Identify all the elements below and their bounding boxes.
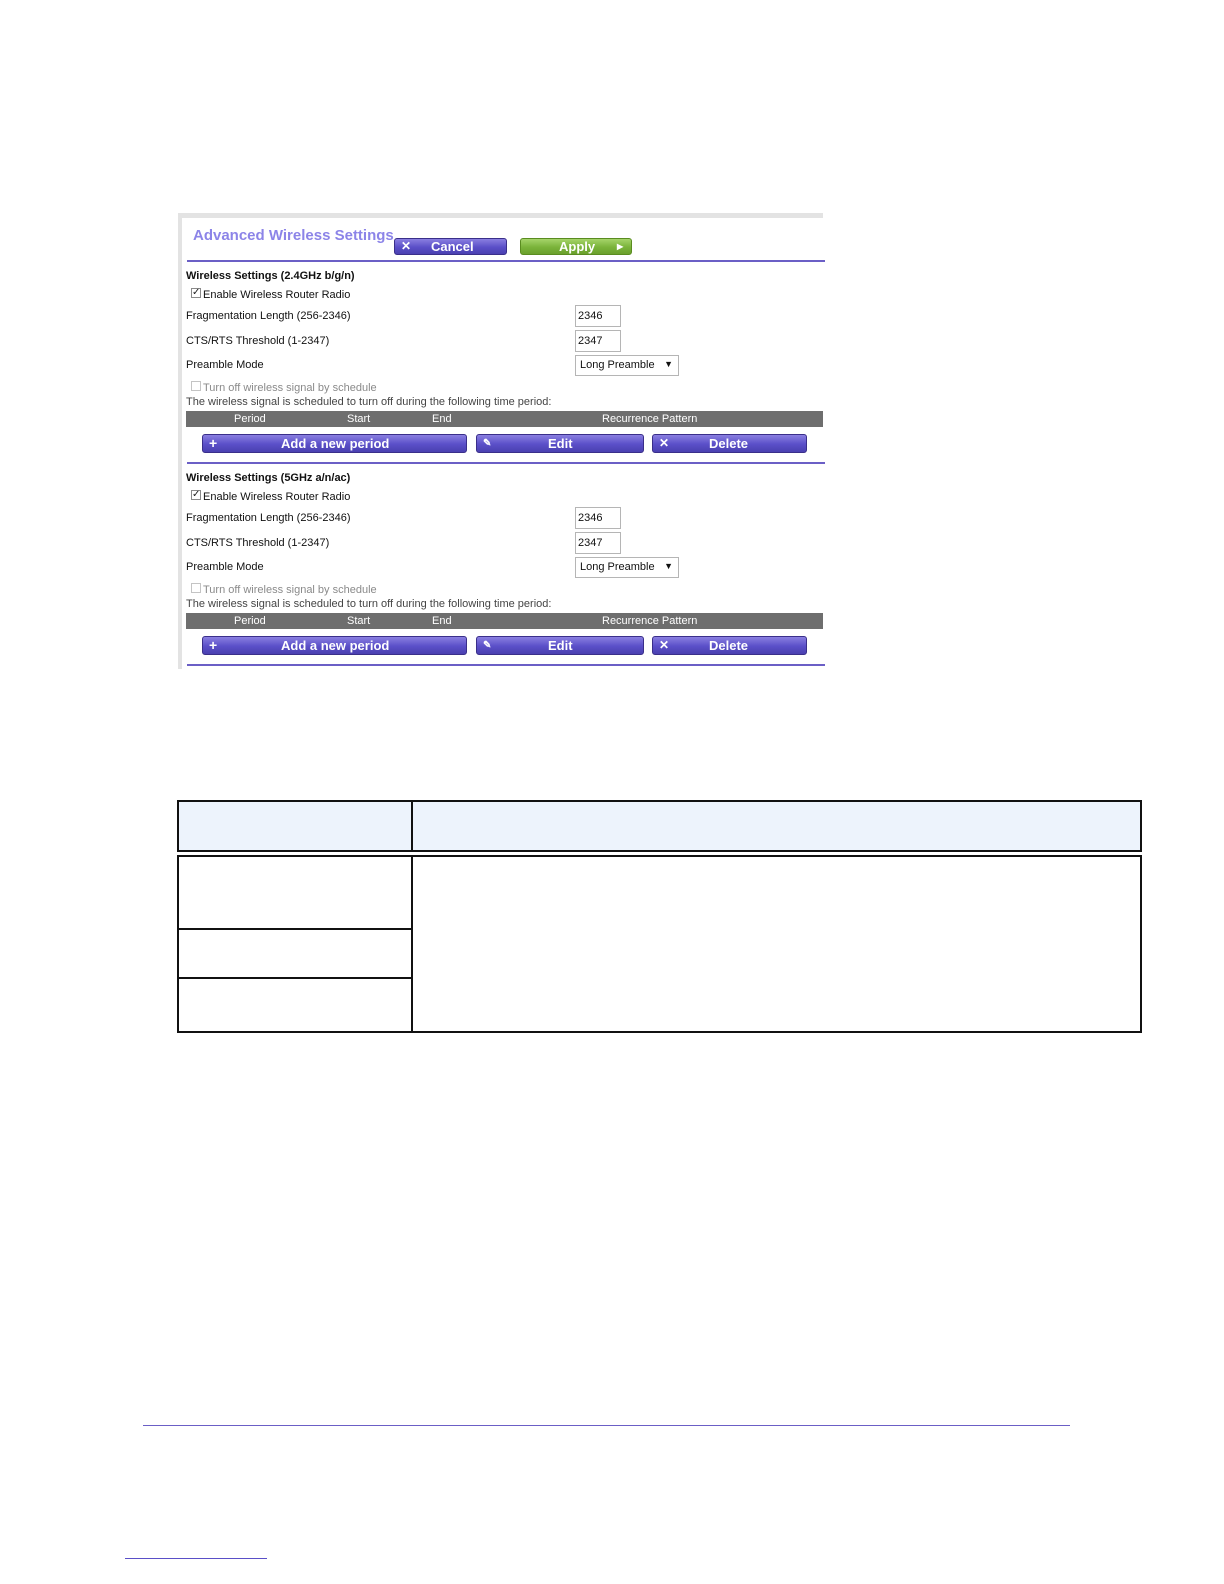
edit-label: Edit [548, 638, 573, 653]
apply-button[interactable] [520, 238, 632, 255]
footer-divider [143, 1425, 1070, 1426]
plus-icon: + [209, 435, 218, 451]
table-cell-description [411, 855, 1142, 1033]
cts-rts-threshold-label: CTS/RTS Threshold (1-2347) [186, 537, 330, 549]
preamble-mode-value: Long Preamble [580, 359, 655, 371]
preamble-mode-label: Preamble Mode [186, 359, 264, 371]
cts-rts-threshold-input[interactable] [575, 330, 621, 352]
close-icon: ✕ [401, 239, 412, 253]
apply-button-label: Apply [559, 239, 596, 254]
fragmentation-length-label: Fragmentation Length (256-2346) [186, 310, 351, 322]
enable-radio-label: Enable Wireless Router Radio [203, 289, 351, 301]
fragmentation-length-input[interactable] [575, 507, 621, 529]
page-title: Advanced Wireless Settings [193, 227, 394, 244]
settings-description-table [177, 800, 1142, 1033]
schedule-table-header [186, 411, 823, 427]
fragmentation-length-value: 2346 [578, 512, 603, 524]
cts-rts-threshold-value: 2347 [578, 537, 603, 549]
close-icon: ✕ [659, 436, 670, 450]
cts-rts-threshold-label: CTS/RTS Threshold (1-2347) [186, 335, 330, 347]
section-heading: Wireless Settings (5GHz a/n/ac) [186, 472, 351, 484]
chevron-down-icon: ▼ [664, 359, 673, 369]
add-period-label: Add a new period [281, 436, 390, 451]
divider [187, 260, 825, 262]
column-header-end: End [432, 615, 452, 627]
check-icon: ✓ [192, 287, 201, 298]
check-icon: ✓ [192, 489, 201, 500]
cts-rts-threshold-input[interactable] [575, 532, 621, 554]
cts-rts-threshold-value: 2347 [578, 335, 603, 347]
column-header-recurrence: Recurrence Pattern [602, 413, 698, 425]
add-period-button[interactable] [202, 434, 467, 453]
edit-label: Edit [548, 436, 573, 451]
column-header-recurrence: Recurrence Pattern [602, 615, 698, 627]
edit-button[interactable] [476, 636, 644, 655]
fragmentation-length-value: 2346 [578, 310, 603, 322]
table-cell [177, 855, 413, 930]
delete-label: Delete [709, 638, 749, 653]
footer-link-underline [125, 1558, 267, 1559]
fragmentation-length-input[interactable] [575, 305, 621, 327]
fragmentation-length-label: Fragmentation Length (256-2346) [186, 512, 351, 524]
column-header-end: End [432, 413, 452, 425]
cancel-button-label: Cancel [431, 239, 474, 254]
arrow-right-icon: ▶ [617, 242, 624, 251]
schedule-checkbox[interactable] [191, 381, 201, 391]
divider [187, 462, 825, 464]
advanced-wireless-settings-panel [178, 213, 823, 669]
section-heading: Wireless Settings (2.4GHz b/g/n) [186, 270, 355, 282]
table-header-description [411, 800, 1142, 852]
close-icon: ✕ [659, 638, 670, 652]
enable-radio-checkbox[interactable] [191, 288, 201, 298]
column-header-start: Start [347, 615, 371, 627]
enable-radio-checkbox[interactable] [191, 490, 201, 500]
pencil-icon: ✎ [483, 438, 492, 449]
preamble-mode-select[interactable] [575, 355, 679, 376]
column-header-period: Period [234, 615, 266, 627]
edit-button[interactable] [476, 434, 644, 453]
schedule-table-header [186, 613, 823, 629]
preamble-mode-label: Preamble Mode [186, 561, 264, 573]
preamble-mode-select[interactable] [575, 557, 679, 578]
enable-radio-label: Enable Wireless Router Radio [203, 491, 351, 503]
delete-button[interactable] [652, 636, 807, 655]
add-period-label: Add a new period [281, 638, 390, 653]
divider [187, 664, 825, 666]
schedule-note: The wireless signal is scheduled to turn off during the following time period: [186, 598, 552, 610]
schedule-note: The wireless signal is scheduled to turn off during the following time period: [186, 396, 552, 408]
plus-icon: + [209, 637, 218, 653]
cancel-button[interactable] [394, 238, 507, 255]
add-period-button[interactable] [202, 636, 467, 655]
delete-label: Delete [709, 436, 749, 451]
pencil-icon: ✎ [483, 640, 492, 651]
schedule-checkbox[interactable] [191, 583, 201, 593]
chevron-down-icon: ▼ [664, 561, 673, 571]
delete-button[interactable] [652, 434, 807, 453]
column-header-period: Period [234, 413, 266, 425]
table-cell [177, 928, 413, 979]
schedule-label: Turn off wireless signal by schedule [203, 584, 377, 596]
table-header-setting [177, 800, 413, 852]
column-header-start: Start [347, 413, 371, 425]
preamble-mode-value: Long Preamble [580, 561, 655, 573]
table-cell [177, 977, 413, 1033]
schedule-label: Turn off wireless signal by schedule [203, 382, 377, 394]
